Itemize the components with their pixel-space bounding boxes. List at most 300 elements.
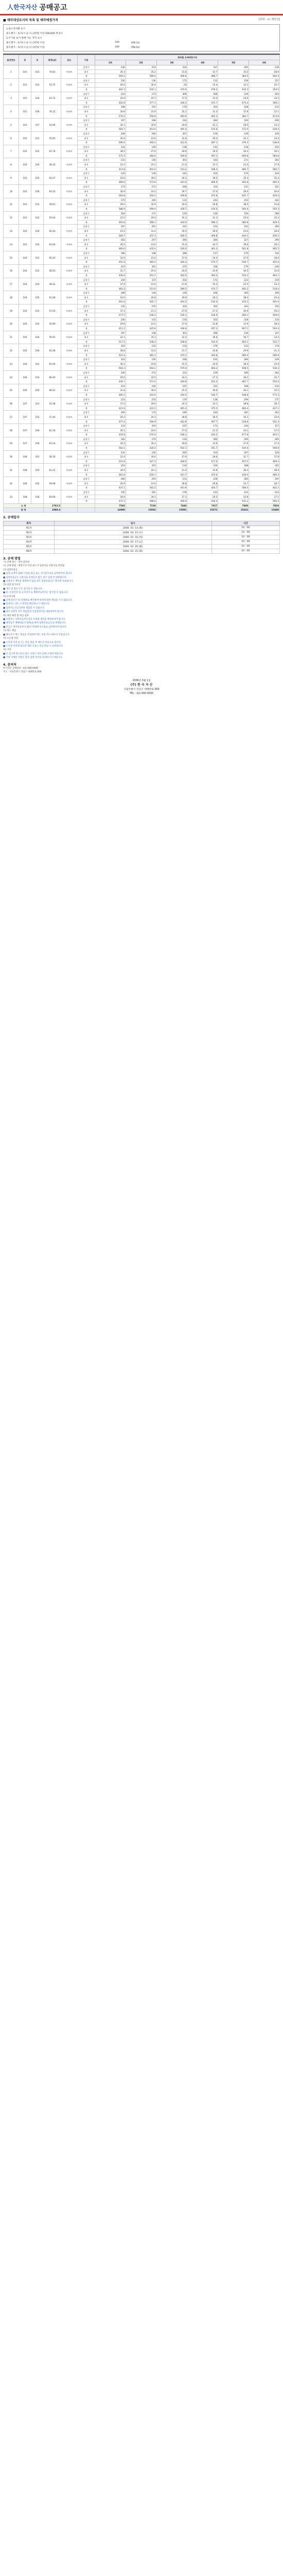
cell-price: 384.5 (218, 74, 249, 79)
cell-price: 596.0 (95, 141, 126, 145)
tot-cell: 15002 (126, 508, 156, 513)
cell-type: 최저 (78, 282, 95, 287)
table-row (4, 264, 280, 269)
cell-type: 계 (78, 366, 95, 371)
cell-price: 32.9 (156, 136, 187, 141)
cell-dong: 105 (19, 331, 31, 344)
cell-area: 60.10 (44, 251, 61, 264)
cell-price: 271 (126, 185, 156, 190)
cell-price: 28.6 (187, 455, 218, 460)
cell-type: 계 (78, 286, 95, 291)
cell-price: 451.7 (187, 446, 218, 451)
cell-price: 143 (126, 317, 156, 322)
cell-no: 8 (4, 158, 19, 172)
cell-price: 37.4 (249, 442, 280, 446)
info-label: 용도별가 : 토지(시·군·구) 2만평 이상 500/400 부과시 (6, 32, 63, 35)
body-line: ■ 낙찰자가 계약을 체결하지 않을 경우 입찰보증금은 당사에 귀속됩니다. (3, 580, 74, 583)
cell-price: 35.3 (249, 216, 280, 221)
cell-price: 21.4 (156, 468, 187, 473)
cell-price: 469.3 (249, 459, 280, 464)
cell-price: 485.5 (249, 247, 280, 251)
cell-price: 564.8 (95, 194, 126, 198)
schedule-row (4, 544, 280, 549)
cell-price: 425.0 (249, 260, 280, 265)
cell-price: 506.5 (156, 233, 187, 238)
cell-price: 302 (95, 238, 126, 243)
table-row (4, 490, 280, 495)
cell-price: 150 (95, 490, 126, 495)
cell-price: 470.2 (156, 353, 187, 358)
cell-dong: 101 (19, 105, 31, 118)
cell-price: 38.8 (156, 415, 187, 419)
cell-price: 284 (187, 238, 218, 243)
cell-area: 56.63 (44, 264, 61, 278)
cell-price: 441.9 (156, 180, 187, 185)
body-line: ■ 대리 입찰의 경우 위임장과 인감증명서를 제출하여야 합니다. (3, 611, 64, 614)
cell-price: 409.8 (218, 154, 249, 158)
cell-price: 285 (249, 437, 280, 442)
cell-price: 38.0 (218, 295, 249, 300)
cell-price: 35.2 (126, 70, 156, 74)
cell-no: 7 (4, 145, 19, 158)
cell-price: 570.2 (95, 114, 126, 118)
table-row (4, 411, 280, 415)
cell-price: 416.3 (187, 499, 218, 504)
column-group-header: 회차별 공매예정가격 (95, 55, 280, 60)
cell-price: 295 (218, 65, 249, 70)
cell-price: 30.5 (218, 269, 249, 274)
cell-price: 442.2 (249, 486, 280, 490)
cell-no: 5 (4, 118, 19, 132)
cell-price: 36.7 (249, 481, 280, 486)
cell-ho: 105 (31, 477, 44, 490)
cell-price: 173 (187, 424, 218, 429)
cell-price: 587.1 (187, 141, 218, 145)
cell-ho: 101 (31, 358, 44, 371)
cell-price: 585.0 (218, 353, 249, 358)
cell-ho: 103 (31, 464, 44, 477)
cell-price: 472.7 (187, 100, 218, 105)
cell-price: 27.3 (187, 375, 218, 380)
cell-price: 401.0 (126, 167, 156, 172)
body-line: ■ 기타 자세한 사항은 당사 담당 부서로 문의하시기 바랍니다. (3, 656, 63, 659)
body-line: 자) 기타 (3, 649, 11, 652)
cell-price: 172 (187, 278, 218, 282)
cell-price: 510.4 (187, 300, 218, 304)
section2 (0, 513, 283, 554)
cell-price: 32.1 (249, 388, 280, 393)
cell-price: 484.6 (126, 154, 156, 158)
cell-price: 35.1 (156, 216, 187, 221)
cell-price: 164 (126, 384, 156, 388)
cell-price: 566.9 (249, 353, 280, 358)
cell-price: 575.3 (249, 393, 280, 397)
cell-price: 276 (187, 344, 218, 349)
cell-price: 27.2 (187, 309, 218, 313)
cell-price: 579.4 (156, 366, 187, 371)
table-row (4, 477, 280, 482)
cell-price: 310 (187, 185, 218, 190)
cell-type: 최저 (78, 216, 95, 221)
table-row (4, 198, 280, 202)
cell-price: 231 (95, 450, 126, 455)
cell-price: 25.5 (156, 362, 187, 366)
cell-price: 232 (126, 344, 156, 349)
cell-price: 126 (126, 145, 156, 149)
cell-dong: 101 (19, 65, 31, 79)
cell-area: 58.16 (44, 158, 61, 172)
cell-price: 451.5 (95, 260, 126, 265)
section1-bar (0, 15, 283, 23)
sub-cell: 7690 (218, 503, 249, 508)
cell-price: 34.1 (95, 123, 126, 127)
cell-price: 37.6 (218, 442, 249, 446)
cell-price: 476.0 (187, 207, 218, 212)
cell-price: 317 (249, 424, 280, 429)
cell-price: 38.8 (218, 402, 249, 406)
body-line: ■ 개인 및 법인 모두 참가할 수 있습니다. (3, 587, 43, 590)
schedule-cell: 2006. 03. 17.(금) (54, 539, 211, 544)
cell-price: 526.0 (156, 247, 187, 251)
cell-price: 37.5 (156, 96, 187, 101)
cell-type: 최저 (78, 163, 95, 167)
schedule-cell: 제3차 (4, 535, 55, 539)
cell-price: 542.1 (126, 87, 156, 92)
info-value: 200 (115, 46, 119, 48)
column-header: 2회 (126, 60, 156, 65)
cell-price: 39.3 (126, 495, 156, 499)
table-row (4, 185, 280, 190)
cell-dong: 105 (19, 304, 31, 318)
cell-price: 405.7 (126, 300, 156, 304)
cell-price: 465.0 (249, 180, 280, 185)
cell-price: 30.3 (187, 149, 218, 154)
cell-price: 434.7 (95, 380, 126, 384)
cell-price: 25.9 (126, 109, 156, 114)
cell-price: 224 (95, 92, 126, 96)
schedule-cell: 제4차 (4, 539, 55, 544)
cell-price: 32.5 (126, 375, 156, 380)
info-value: 100 (115, 41, 119, 44)
cell-price: 544.0 (218, 446, 249, 451)
cell-price: 181 (156, 172, 187, 176)
cell-price: 528.8 (218, 419, 249, 424)
cell-type: 계 (78, 393, 95, 397)
cell-price: 32.2 (156, 335, 187, 340)
cell-price: 36.5 (95, 242, 126, 247)
cell-price: 36.4 (126, 83, 156, 88)
cell-no: 23 (4, 358, 19, 371)
cell-price: 30.1 (249, 149, 280, 154)
cell-price: 581.5 (126, 486, 156, 490)
cell-dong: 107 (19, 424, 31, 437)
cell-price: 454.2 (156, 300, 187, 304)
cell-price: 492.6 (218, 180, 249, 185)
cell-price: 302 (249, 158, 280, 163)
cell-type: 최저 (78, 362, 95, 366)
cell-type: 계 (78, 154, 95, 158)
cell-price: 339 (218, 92, 249, 96)
cell-price: 28.5 (218, 123, 249, 127)
cell-no: 9 (4, 172, 19, 185)
cell-price: 29.0 (95, 202, 126, 207)
cell-dong: 103 (19, 211, 31, 225)
cell-price: 561.8 (218, 247, 249, 251)
cell-price: 36.3 (126, 442, 156, 446)
cell-price: 22.5 (218, 282, 249, 287)
cell-price: 260 (218, 291, 249, 296)
cell-price: 37.1 (95, 309, 126, 313)
cell-price: 405.4 (156, 127, 187, 132)
cell-type: 최저 (78, 415, 95, 419)
cell-price: 39.4 (156, 202, 187, 207)
cell-ho: 105 (31, 238, 44, 251)
cell-price: 290 (156, 185, 187, 190)
cell-type: 감정가 (78, 278, 95, 282)
cell-price: 24.6 (218, 96, 249, 101)
table-row (4, 105, 280, 110)
cell-use: 아파트 (61, 344, 78, 358)
cell-dong: 104 (19, 291, 31, 304)
cell-use: 아파트 (61, 225, 78, 238)
cell-ho: 104 (31, 331, 44, 344)
cell-price: 29.0 (218, 189, 249, 194)
tot-cell: 15091 (156, 508, 187, 513)
footer-date: 2006년 3월 1일 (132, 680, 151, 683)
cell-price: 322 (95, 358, 126, 362)
cell-price: 429.4 (249, 194, 280, 198)
cell-type: 계 (78, 419, 95, 424)
body-line: 나) 공매 방법 : 예정가격 이상 최고가 입찰자를 낙찰자로 결정함 (3, 565, 65, 568)
cell-use: 아파트 (61, 92, 78, 105)
cell-price: 24.9 (187, 269, 218, 274)
cell-price: 26.9 (95, 481, 126, 486)
cell-ho: 101 (31, 397, 44, 411)
cell-price: 330 (187, 464, 218, 468)
cell-no: 17 (4, 278, 19, 291)
cell-price: 410.2 (187, 433, 218, 437)
cell-type: 감정가 (78, 370, 95, 375)
cell-price: 150 (95, 78, 126, 83)
cell-price: 504.4 (249, 74, 280, 79)
cell-dong: 104 (19, 278, 31, 291)
cell-price: 222 (218, 278, 249, 282)
cell-no: 13 (4, 225, 19, 238)
cell-price: 431.5 (126, 406, 156, 411)
cell-type: 계 (78, 194, 95, 198)
cell-price: 312 (156, 370, 187, 375)
cell-type: 감정가 (78, 264, 95, 269)
cell-price: 131 (218, 185, 249, 190)
cell-price: 226 (249, 172, 280, 176)
info-label: 1.용도지역별 표시 (6, 27, 25, 30)
cell-price: 21.6 (156, 282, 187, 287)
cell-type: 계 (78, 220, 95, 225)
cell-price: 169 (249, 291, 280, 296)
cell-dong: 106 (19, 384, 31, 397)
schedule-header: 시간 (211, 521, 279, 526)
cell-price: 472.3 (126, 233, 156, 238)
column-header: 물건번호 (4, 55, 19, 65)
cell-type: 계 (78, 313, 95, 318)
cell-use: 아파트 (61, 238, 78, 251)
cell-price: 291 (126, 225, 156, 229)
cell-price: 223 (95, 397, 126, 402)
body-line: ■ 입찰 금액의 10% 이상을 현금 또는 자기앞수표로 납부하여야 합니다. (3, 572, 73, 575)
cell-use: 아파트 (61, 370, 78, 384)
cell-price: 480.7 (218, 167, 249, 172)
cell-type: 계 (78, 433, 95, 437)
body-line: ■ 입찰보증금은 낙찰자로 결정되지 않은 경우 입찰 후 반환합니다. (3, 576, 67, 579)
cell-price: 24.7 (218, 481, 249, 486)
cell-price: 420.7 (187, 486, 218, 490)
cell-dong: 101 (19, 118, 31, 132)
cell-price: 231 (95, 158, 126, 163)
cell-price: 533.2 (156, 167, 187, 172)
cell-price: 453.7 (126, 273, 156, 278)
column-header: 면적(㎡) (44, 55, 61, 65)
cell-price: 159 (218, 78, 249, 83)
cell-price: 157 (187, 251, 218, 256)
cell-dong: 104 (19, 251, 31, 264)
cell-price: 464.7 (249, 273, 280, 278)
cell-area: 58.30 (44, 450, 61, 464)
cell-price: 421.9 (95, 406, 126, 411)
cell-price: 37.8 (218, 109, 249, 114)
cell-type: 계 (78, 167, 95, 172)
cell-price: 39.2 (249, 229, 280, 233)
cell-price: 246 (249, 264, 280, 269)
cell-price: 36.8 (156, 481, 187, 486)
cell-ho: 105 (31, 172, 44, 185)
schedule-cell: 제1차 (4, 526, 55, 530)
cell-price: 223 (95, 264, 126, 269)
cell-type: 최저 (78, 109, 95, 114)
cell-area: 64.66 (44, 490, 61, 504)
cell-no: 24 (4, 370, 19, 384)
cell-price: 24.1 (126, 468, 156, 473)
table-row (4, 437, 280, 442)
cell-price: 24.0 (126, 428, 156, 433)
cell-price: 20.2 (126, 163, 156, 167)
body-line: 마) 유의사항 (3, 595, 15, 598)
cell-no: 19 (4, 304, 19, 318)
cell-area: 62.40 (44, 225, 61, 238)
cell-ho: 102 (31, 211, 44, 225)
cell-type: 감정가 (78, 78, 95, 83)
cell-price: 466.6 (95, 247, 126, 251)
footer-addr: 서울특별시 강남구 테헤란로 000 (123, 688, 160, 691)
tot-cell: 14880 (95, 508, 126, 513)
cell-type: 계 (78, 273, 95, 278)
cell-price: 27.1 (249, 495, 280, 499)
cell-type: 최저 (78, 335, 95, 340)
section2-title: 2. 공매일자 (3, 515, 20, 519)
cell-type: 감정가 (78, 358, 95, 362)
cell-price: 538.6 (156, 340, 187, 344)
cell-price: 35.1 (218, 415, 249, 419)
cell-price: 27.0 (126, 149, 156, 154)
cell-price: 31.0 (126, 349, 156, 353)
cell-price: 314 (156, 65, 187, 70)
info-row (6, 36, 277, 40)
cell-ho: 105 (31, 384, 44, 397)
cell-type: 최저 (78, 322, 95, 327)
cell-price: 354.5 (249, 87, 280, 92)
cell-no: 6 (4, 131, 19, 145)
cell-price: 575.7 (187, 260, 218, 265)
cell-area: 58.42 (44, 278, 61, 291)
cell-price: 143 (218, 490, 249, 495)
cell-price: 495.4 (187, 273, 218, 278)
cell-dong: 102 (19, 158, 31, 172)
cell-price: 515.6 (126, 286, 156, 291)
cell-price: 255 (126, 105, 156, 110)
cell-type: 최저 (78, 495, 95, 499)
cell-price: 34.9 (126, 202, 156, 207)
cell-price: 25.4 (156, 242, 187, 247)
cell-ho: 101 (31, 450, 44, 464)
cell-price: 39.0 (187, 229, 218, 233)
cell-price: 437.2 (95, 486, 126, 490)
cell-price: 481.2 (126, 353, 156, 358)
cell-price: 173 (95, 185, 126, 190)
cell-use: 아파트 (61, 358, 78, 371)
cell-price: 376.3 (218, 141, 249, 145)
cell-price: 189 (156, 411, 187, 415)
cell-ho: 106 (31, 105, 44, 118)
cell-type: 최저 (78, 136, 95, 141)
section4-title: 4. 문의처 (3, 663, 16, 667)
cell-price: 236 (95, 65, 126, 70)
cell-use: 아파트 (61, 304, 78, 318)
body-line: 가) 공매 장소 : 당사 회의실 (3, 561, 30, 564)
cell-type: 감정가 (78, 317, 95, 322)
cell-price: 431.7 (218, 194, 249, 198)
table-row (4, 131, 280, 136)
cell-no: 14 (4, 238, 19, 251)
cell-no: 20 (4, 317, 19, 331)
cell-area: 59.08 (44, 477, 61, 490)
cell-price: 518.4 (249, 286, 280, 291)
cell-price: 275 (156, 264, 187, 269)
cell-price: 279 (126, 437, 156, 442)
cell-price: 21.6 (126, 282, 156, 287)
cell-type: 감정가 (78, 291, 95, 296)
cell-type: 최저 (78, 123, 95, 127)
cell-price: 25.2 (95, 229, 126, 233)
cell-price: 416.3 (218, 87, 249, 92)
cell-price: 198 (95, 105, 126, 110)
cell-ho: 101 (31, 131, 44, 145)
cell-type: 계 (78, 74, 95, 79)
cell-price: 37.9 (156, 256, 187, 260)
cell-price: 34.5 (95, 442, 126, 446)
cell-price: 157 (249, 78, 280, 83)
cell-price: 34.0 (187, 362, 218, 366)
cell-price: 412.2 (95, 327, 126, 331)
info-row (6, 45, 277, 49)
cell-use: 아파트 (61, 278, 78, 291)
cell-dong: 104 (19, 264, 31, 278)
cell-price: 138 (187, 397, 218, 402)
cell-type: 계 (78, 114, 95, 118)
cell-price: 165 (249, 464, 280, 468)
cell-price: 140 (126, 291, 156, 296)
cell-price: 173 (126, 92, 156, 96)
cell-use: 아파트 (61, 384, 78, 397)
cell-type: 감정가 (78, 198, 95, 202)
